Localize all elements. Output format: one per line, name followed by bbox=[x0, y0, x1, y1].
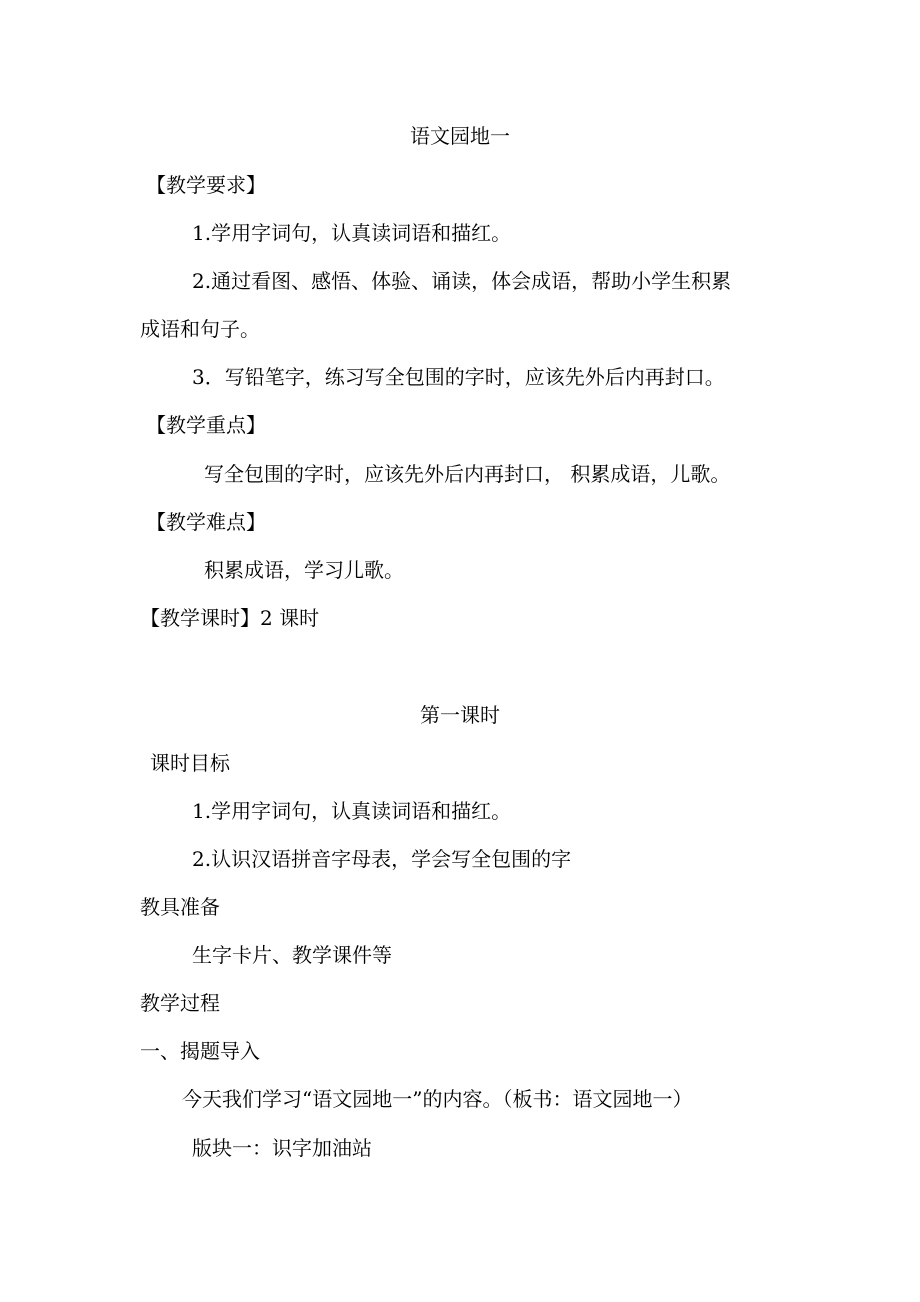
periods-line: 【教学课时】2 课时 bbox=[140, 606, 320, 630]
intro-text: 今天我们学习“语文园地一”的内容。（板书：语文园地一） bbox=[182, 1087, 693, 1111]
section-one-heading: 版块一：识字加油站 bbox=[192, 1136, 372, 1160]
difficulties-text: 积累成语，学习儿歌。 bbox=[204, 558, 404, 582]
requirement-item-3: 3．写铅笔字，练习写全包围的字时，应该先外后内再封口。 bbox=[192, 365, 725, 389]
step-one-heading: 一、揭题导入 bbox=[140, 1039, 260, 1063]
tools-text: 生字卡片、教学课件等 bbox=[192, 943, 392, 967]
requirement-item-1: 1.学用字词句，认真读词语和描红。 bbox=[192, 221, 512, 245]
goal-item-2: 2.认识汉语拼音字母表，学会写全包围的字 bbox=[192, 847, 572, 871]
key-points-text: 写全包围的字时，应该先外后内再封口， 积累成语，儿歌。 bbox=[204, 462, 731, 486]
requirements-heading: 【教学要求】 bbox=[146, 173, 266, 197]
key-points-heading: 【教学重点】 bbox=[146, 413, 266, 437]
process-heading: 教学过程 bbox=[140, 991, 220, 1015]
goals-heading: 课时目标 bbox=[150, 751, 230, 775]
document-title: 语文园地一 bbox=[410, 124, 510, 148]
requirement-item-2-cont: 成语和句子。 bbox=[140, 317, 260, 341]
lesson-one-title: 第一课时 bbox=[420, 703, 500, 727]
tools-heading: 教具准备 bbox=[140, 895, 220, 919]
requirement-item-2: 2.通过看图、感悟、体验、诵读，体会成语，帮助小学生积累 bbox=[192, 269, 732, 293]
goal-item-1: 1.学用字词句，认真读词语和描红。 bbox=[192, 799, 512, 823]
difficulties-heading: 【教学难点】 bbox=[146, 510, 266, 534]
